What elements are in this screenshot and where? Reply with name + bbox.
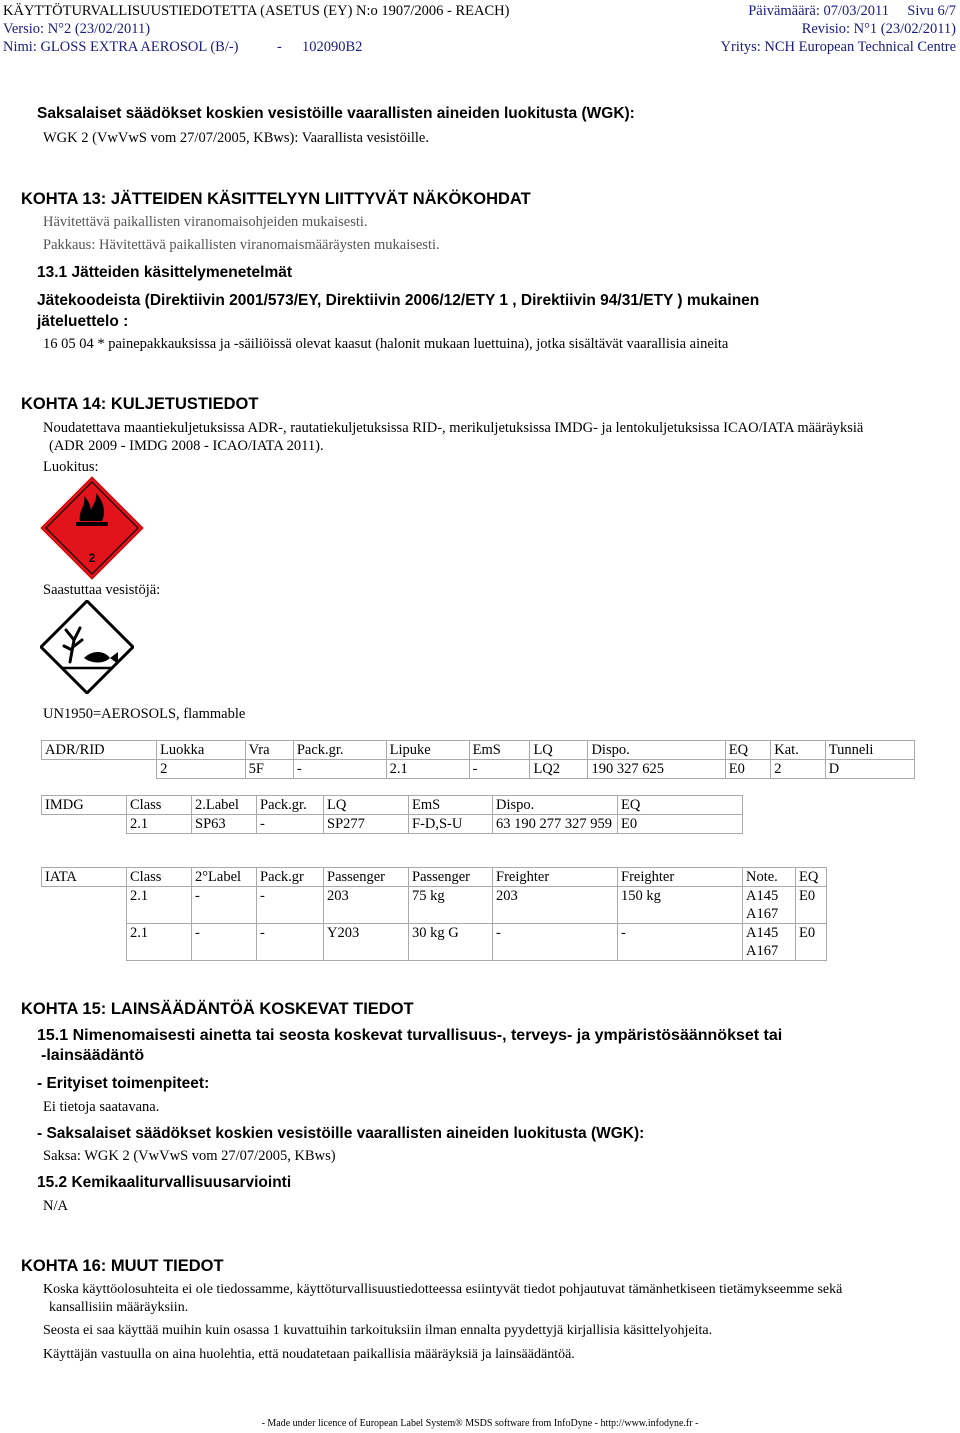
table-cell: LQ2 xyxy=(530,760,588,779)
table-cell: 2°Label xyxy=(192,868,257,887)
table-cell: Pack.gr. xyxy=(293,741,386,760)
waste-codes-heading-2: jäteluettelo : xyxy=(37,313,129,330)
table-cell: ADR/RID xyxy=(42,741,157,760)
table-cell: - xyxy=(257,815,324,834)
table-cell: - xyxy=(618,924,743,961)
table-cell: A145 A167 xyxy=(743,887,796,924)
table-cell: Vra xyxy=(245,741,293,760)
table-cell: Dispo. xyxy=(588,741,725,760)
table-cell: 30 kg G xyxy=(409,924,493,961)
table-cell: Class xyxy=(127,868,192,887)
table-cell: 2.1 xyxy=(127,887,192,924)
pollutant-label: Saastuttaa vesistöjä: xyxy=(43,582,161,598)
table-cell: Pack.gr xyxy=(257,868,324,887)
footer: - Made under licence of European Label System® MSDS software from InfoDyne - http://www.infodyne.fr - xyxy=(261,1418,699,1429)
section-15-2-text: N/A xyxy=(43,1198,68,1214)
table-cell: EmS xyxy=(409,796,493,815)
document-title: KÄYTTÖTURVALLISUUSTIEDOTETTA (ASETUS (EY) N:o 1907/2006 - REACH) xyxy=(3,3,510,19)
table-row xyxy=(42,741,915,760)
table-cell: Y203 xyxy=(324,924,409,961)
table-cell: IATA xyxy=(42,868,127,887)
table-cell: 2.1 xyxy=(127,924,192,961)
table-cell: - xyxy=(257,924,324,961)
product-code: 102090B2 xyxy=(302,39,363,55)
table-cell: E0 xyxy=(618,815,743,834)
table-cell xyxy=(42,760,157,779)
table-cell: 2.1 xyxy=(386,760,469,779)
table-cell: F-D,S-U xyxy=(409,815,493,834)
table-cell: 150 kg xyxy=(618,887,743,924)
section-14-heading: KOHTA 14: KULJETUSTIEDOT xyxy=(21,395,259,413)
table-cell: 5F xyxy=(245,760,293,779)
section-16-p1-line-1: Koska käyttöolosuhteita ei ole tiedossamme, käyttöturvallisuustiedotteessa esiintyvät tiedot pohjautuvat tämänhetkiseen tietämykseemme sekä xyxy=(43,1282,843,1297)
table-row xyxy=(42,887,827,924)
table-cell: EQ xyxy=(725,741,771,760)
section-13-heading: KOHTA 13: JÄTTEIDEN KÄSITTELYYN LIITTYVÄT NÄKÖKOHDAT xyxy=(21,190,531,208)
table-row xyxy=(42,796,743,815)
wgk-heading: Saksalaiset säädökset koskien vesistöille vaarallisten aineiden luokitusta (WGK): xyxy=(37,105,635,122)
product-name: Nimi: GLOSS EXTRA AEROSOL (B/-) xyxy=(3,39,239,55)
table-cell xyxy=(42,924,127,961)
waste-code-line: 16 05 04 * painepakkauksissa ja -säiliöissä olevat kaasut (halonit mukaan luettuina), jotka sisältävät vaarallisia aineita xyxy=(43,336,729,352)
table-row xyxy=(42,815,743,834)
table-row xyxy=(42,924,827,961)
flame-class-number: 2 xyxy=(88,551,96,565)
table-cell: EmS xyxy=(469,741,530,760)
wgk-15-heading: - Saksalaiset säädökset koskien vesistöille vaarallisten aineiden luokitusta (WGK): xyxy=(37,1125,645,1142)
table-cell: Lipuke xyxy=(386,741,469,760)
table-cell: - xyxy=(257,887,324,924)
table-cell: 75 kg xyxy=(409,887,493,924)
table-cell: E0 xyxy=(796,924,827,961)
table-cell: 2 xyxy=(771,760,826,779)
table-cell: 190 327 625 xyxy=(588,760,725,779)
table-cell: EQ xyxy=(618,796,743,815)
flammable-gas-icon xyxy=(40,476,144,580)
transport-intro-2: (ADR 2009 - IMDG 2008 - ICAO/IATA 2011). xyxy=(49,438,324,454)
company: Yritys: NCH European Technical Centre xyxy=(720,39,956,55)
table-cell: - xyxy=(192,924,257,961)
table-cell: 2.Label xyxy=(192,796,257,815)
table-cell: E0 xyxy=(796,887,827,924)
table-cell: Pack.gr. xyxy=(257,796,324,815)
table-cell: Freighter xyxy=(618,868,743,887)
table-cell: D xyxy=(825,760,914,779)
section-13-1-heading: 13.1 Jätteiden käsittelymenetelmät xyxy=(37,264,293,281)
table-cell: - xyxy=(192,887,257,924)
un-number-line: UN1950=AEROSOLS, flammable xyxy=(43,706,246,722)
special-measures-heading: - Erityiset toimenpiteet: xyxy=(37,1075,210,1092)
section-15-2-heading: 15.2 Kemikaaliturvallisuusarviointi xyxy=(37,1174,292,1191)
table-cell: Note. xyxy=(743,868,796,887)
wgk-15-text: Saksa: WGK 2 (VwVwS vom 27/07/2005, KBws) xyxy=(43,1148,336,1164)
table-cell: - xyxy=(293,760,386,779)
table-row xyxy=(42,760,915,779)
header-dash: - xyxy=(277,39,282,55)
table-cell: LQ xyxy=(324,796,409,815)
table-row xyxy=(42,868,827,887)
version: Versio: N°2 (23/02/2011) xyxy=(3,21,151,37)
table-cell xyxy=(42,887,127,924)
table-cell: 2.1 xyxy=(127,815,192,834)
section-15-1-heading-1: 15.1 Nimenomaisesti ainetta tai seosta koskevat turvallisuus-, terveys- ja ympäristösäännökset tai xyxy=(37,1027,783,1044)
page-number: Sivu 6/7 xyxy=(907,3,956,19)
table-cell: 2 xyxy=(157,760,246,779)
table-cell: LQ xyxy=(530,741,588,760)
table-cell: Luokka xyxy=(157,741,246,760)
special-measures-text: Ei tietoja saatavana. xyxy=(43,1099,160,1115)
table-cell: Kat. xyxy=(771,741,826,760)
section-16-p3: Käyttäjän vastuulla on aina huolehtia, että noudatetaan paikallisia määräyksiä ja lainsäädäntöä. xyxy=(43,1347,575,1362)
table-cell: 203 xyxy=(493,887,618,924)
table-cell: Dispo. xyxy=(493,796,618,815)
table-cell: A145 A167 xyxy=(743,924,796,961)
table-cell: - xyxy=(469,760,530,779)
table-cell: Passenger xyxy=(409,868,493,887)
revision: Revisio: N°1 (23/02/2011) xyxy=(801,21,956,37)
table-cell: 203 xyxy=(324,887,409,924)
section-13-line-1: Hävitettävä paikallisten viranomaisohjeiden mukaisesti. xyxy=(43,214,368,230)
section-13-line-2: Pakkaus: Hävitettävä paikallisten viranomaismääräysten mukaisesti. xyxy=(43,237,440,253)
table-cell: SP277 xyxy=(324,815,409,834)
table-cell: Tunneli xyxy=(825,741,914,760)
table-cell: - xyxy=(493,924,618,961)
section-16-p2: Seosta ei saa käyttää muihin kuin osassa 1 kuvattuihin tarkoituksiin ilman ennalta pyydettyjä kirjallisia käsittelyohjeita. xyxy=(43,1323,713,1338)
imdg-table xyxy=(41,795,743,834)
iata-table xyxy=(41,867,827,961)
environment-hazard-icon xyxy=(40,600,134,694)
section-16-heading: KOHTA 16: MUUT TIEDOT xyxy=(21,1257,224,1275)
adr-table xyxy=(41,740,915,779)
section-15-1-heading-2: -lainsäädäntö xyxy=(41,1047,145,1064)
table-cell xyxy=(42,815,127,834)
transport-intro-1: Noudatettava maantiekuljetuksissa ADR-, rautatiekuljetuksissa RID-, merikuljetuksissa IMDG- ja lentokuljetuksissa ICAO/IATA määräyksiä xyxy=(43,420,864,436)
table-cell: 63 190 277 327 959 xyxy=(493,815,618,834)
table-cell: Class xyxy=(127,796,192,815)
classification-label: Luokitus: xyxy=(43,459,99,475)
section-15-heading: KOHTA 15: LAINSÄÄDÄNTÖÄ KOSKEVAT TIEDOT xyxy=(21,1000,414,1018)
waste-codes-heading-1: Jätekoodeista (Direktiivin 2001/573/EY, Direktiivin 2006/12/ETY 1 , Direktiivin 94/31/ETY ) mukainen xyxy=(37,292,760,309)
wgk-text: WGK 2 (VwVwS vom 27/07/2005, KBws): Vaarallista vesistöille. xyxy=(43,130,429,146)
section-16-p1-line-2: kansallisiin määräyksiin. xyxy=(49,1300,189,1315)
table-cell: E0 xyxy=(725,760,771,779)
date: Päivämäärä: 07/03/2011 xyxy=(748,3,889,19)
table-cell: EQ xyxy=(796,868,827,887)
table-cell: Freighter xyxy=(493,868,618,887)
table-cell: SP63 xyxy=(192,815,257,834)
table-cell: Passenger xyxy=(324,868,409,887)
table-cell: IMDG xyxy=(42,796,127,815)
